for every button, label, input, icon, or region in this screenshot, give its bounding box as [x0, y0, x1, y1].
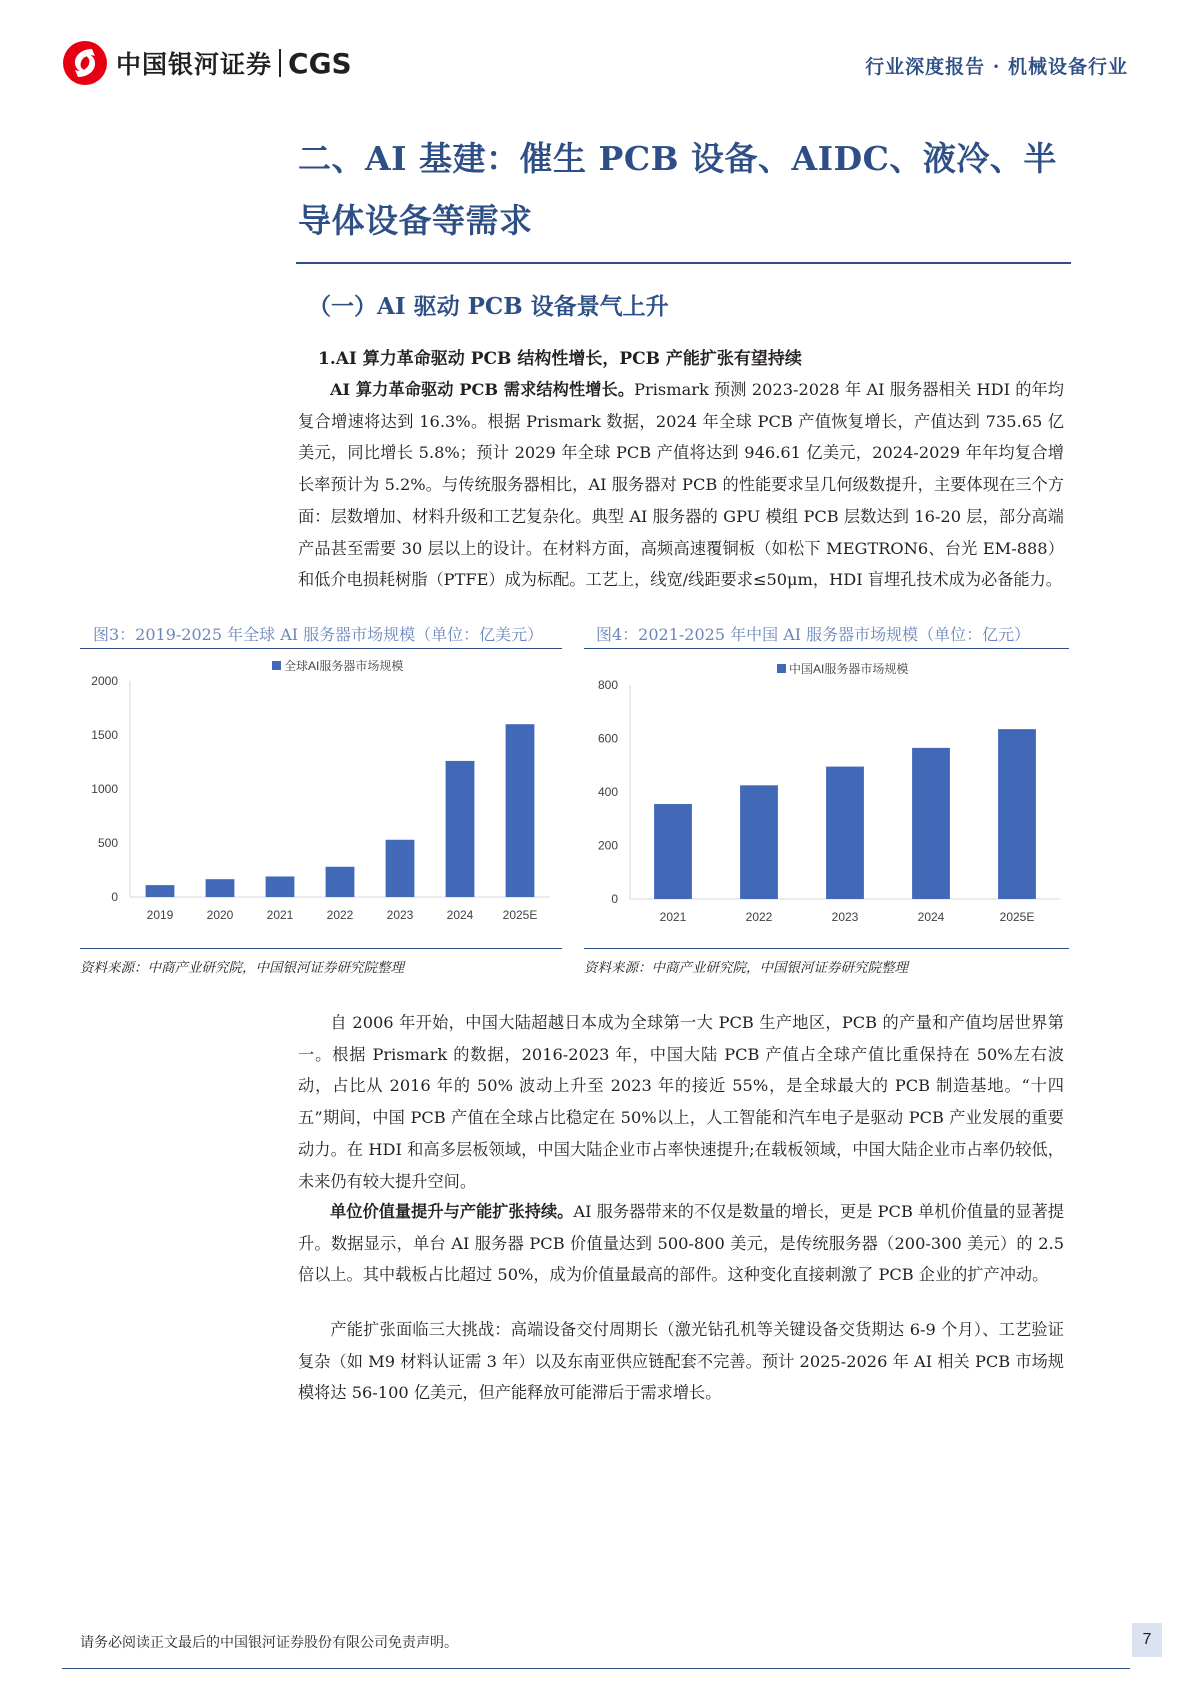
y-tick-label: 500 — [97, 836, 118, 850]
paragraph-3 — [298, 1196, 1064, 1291]
report-type: 行业深度报告 · 机械设备行业 — [865, 56, 1128, 78]
bar-2024 — [912, 748, 950, 899]
figure-4-top-rule — [584, 648, 1069, 649]
bar-2022 — [740, 785, 778, 899]
x-tick-label: 2020 — [206, 908, 234, 922]
chart-china-ai-server — [584, 650, 1069, 948]
figure-4-title: 图4：2021-2025 年中国 AI 服务器市场规模（单位：亿元） — [596, 625, 1031, 644]
x-tick-label: 2024 — [917, 910, 945, 924]
bar-2021 — [654, 804, 692, 899]
cgs-logo-icon — [62, 40, 108, 86]
paragraph-4: 产能扩张面临三大挑战：高端设备交付周期长（激光钻孔机等关键设备交货期达 6-9 个月）、工艺验证复杂（如 M9 材料认证需 3 年）以及东南亚供应链配套不完善。预计 2025-2026 年 AI 相关 PCB 市场规模将达 56-100 亿美元，但产能释放可能滞后于需求增长。 — [298, 1320, 1064, 1403]
chart-global-ai-server — [80, 650, 562, 948]
legend-label: 中国AI服务器市场规模 — [789, 662, 909, 676]
y-tick-label: 800 — [597, 678, 618, 692]
paragraph-1-lead: AI 算力革命驱动 PCB 需求结构性增长。 — [330, 380, 635, 399]
paragraph-3-lead: 单位价值量提升与产能扩张持续。 — [330, 1202, 574, 1221]
title-divider — [296, 262, 1071, 264]
x-tick-label: 2022 — [745, 910, 773, 924]
paragraph-2: 自 2006 年开始，中国大陆超越日本成为全球第一大 PCB 生产地区，PCB 的产量和产值均居世界第一。根据 Prismark 的数据，2016-2023 年，中国大陆 PCB 产值占全球产值比重保持在 50%左右波动，占比从 2016 年的 50% 波动上升至 2023 年的接近 55%，是全球最大的 PCB 制造基地。“十四五”期间，中国 PCB 产值在全球占比稳定在 50%以上，人工智能和汽车电子是驱动 PCB 产业发展的重要动力。在 HDI 和高多层板领域，中国大陆企业市占率快速提升;在载板领域，中国大陆企业市占率仍较低，未来仍有较大提升空间。 — [298, 1013, 1064, 1191]
figure-3-bottom-rule — [80, 948, 562, 949]
bar-2020 — [206, 879, 235, 897]
y-tick-label: 600 — [597, 731, 618, 746]
bar-2023 — [826, 767, 864, 899]
point-heading: 1.AI 算力革命驱动 PCB 结构性增长，PCB 产能扩张有望持续 — [318, 349, 802, 369]
footer-rule — [62, 1668, 1130, 1669]
x-tick-label: 2025E — [502, 908, 538, 922]
subsection-title: （一）AI 驱动 PCB 设备景气上升 — [308, 293, 669, 320]
paragraph-1 — [298, 374, 1064, 596]
figure-4-source: 资料来源：中商产业研究院，中国银河证券研究院整理 — [584, 960, 908, 976]
section-title: 二、AI 基建：催生 PCB 设备、AIDC、液冷、半导体设备等需求 — [298, 139, 1057, 240]
x-tick-label: 2024 — [446, 908, 474, 922]
brand-name-en: CGS — [288, 46, 352, 80]
brand-separator — [279, 49, 281, 77]
x-tick-label: 2025E — [999, 910, 1035, 924]
legend-label: 全球AI服务器市场规模 — [284, 659, 404, 673]
y-tick-label: 1500 — [91, 728, 118, 742]
x-tick-label: 2023 — [831, 910, 859, 924]
y-tick-label: 0 — [611, 892, 618, 906]
y-tick-label: 0 — [111, 890, 118, 904]
brand-name-cn: 中国银河证券 — [116, 50, 273, 79]
brand-logo — [62, 40, 352, 86]
figure-3-source: 资料来源：中商产业研究院，中国银河证券研究院整理 — [80, 960, 404, 976]
x-tick-label: 2021 — [659, 910, 687, 924]
bar-2025E — [506, 724, 535, 897]
disclaimer: 请务必阅读正文最后的中国银河证券股份有限公司免责声明。 — [80, 1635, 458, 1651]
x-tick-label: 2022 — [326, 908, 354, 922]
y-tick-label: 200 — [597, 838, 618, 853]
bar-2025E — [998, 729, 1036, 899]
y-tick-label: 400 — [597, 785, 618, 799]
legend-swatch — [272, 661, 281, 670]
legend-swatch — [777, 664, 786, 673]
figure-4-bottom-rule — [584, 948, 1069, 949]
y-tick-label: 1000 — [91, 782, 118, 796]
y-tick-label: 2000 — [91, 674, 118, 688]
bar-2024 — [446, 761, 475, 897]
bar-2019 — [146, 885, 175, 897]
x-tick-label: 2019 — [146, 908, 174, 922]
paragraph-1-body: Prismark 预测 2023-2028 年 AI 服务器相关 HDI 的年均复合增速将达到 16.3%。根据 Prismark 数据，2024 年全球 PCB 产值恢复增长，产值达到 735.65 亿美元，同比增长 5.8%；预计 2029 年全球 PCB 产值将达到 946.61 亿美元，2024-2029 年年均复合增长率预计为 5.2%。与传统服务器相比，AI 服务器对 PCB 的性能要求呈几何级数提升，主要体现在三个方面：层数增加、材料升级和工艺复杂化。典型 AI 服务器的 GPU 模组 PCB 层数达到 16-20 层，部分高端产品甚至需要 30 层以上的设计。在材料方面，高频高速覆铜板（如松下 MEGTRON6、台光 EM-888）和低介电损耗树脂（PTFE）成为标配。工艺上，线宽/线距要求≤50μm，HDI 盲埋孔技术成为必备能力。 — [298, 380, 1064, 590]
paragraph-3-body: AI 服务器带来的不仅是数量的增长，更是 PCB 单机价值量的显著提升。数据显示，单台 AI 服务器 PCB 价值量达到 500-800 美元，是传统服务器（200-300 美元）的 2.5 倍以上。其中载板占比超过 50%，成为价值量最高的部件。这种变化直接刺激了 PCB 企业的扩产冲动。 — [298, 1202, 1064, 1285]
figure-3-top-rule — [80, 648, 562, 649]
bar-2021 — [266, 876, 295, 897]
x-tick-label: 2021 — [266, 908, 294, 922]
x-tick-label: 2023 — [386, 908, 414, 922]
page-number: 7 — [1132, 1623, 1162, 1657]
bar-2023 — [386, 840, 415, 897]
figure-3-title: 图3：2019-2025 年全球 AI 服务器市场规模（单位：亿美元） — [93, 625, 544, 644]
bar-2022 — [326, 867, 355, 897]
